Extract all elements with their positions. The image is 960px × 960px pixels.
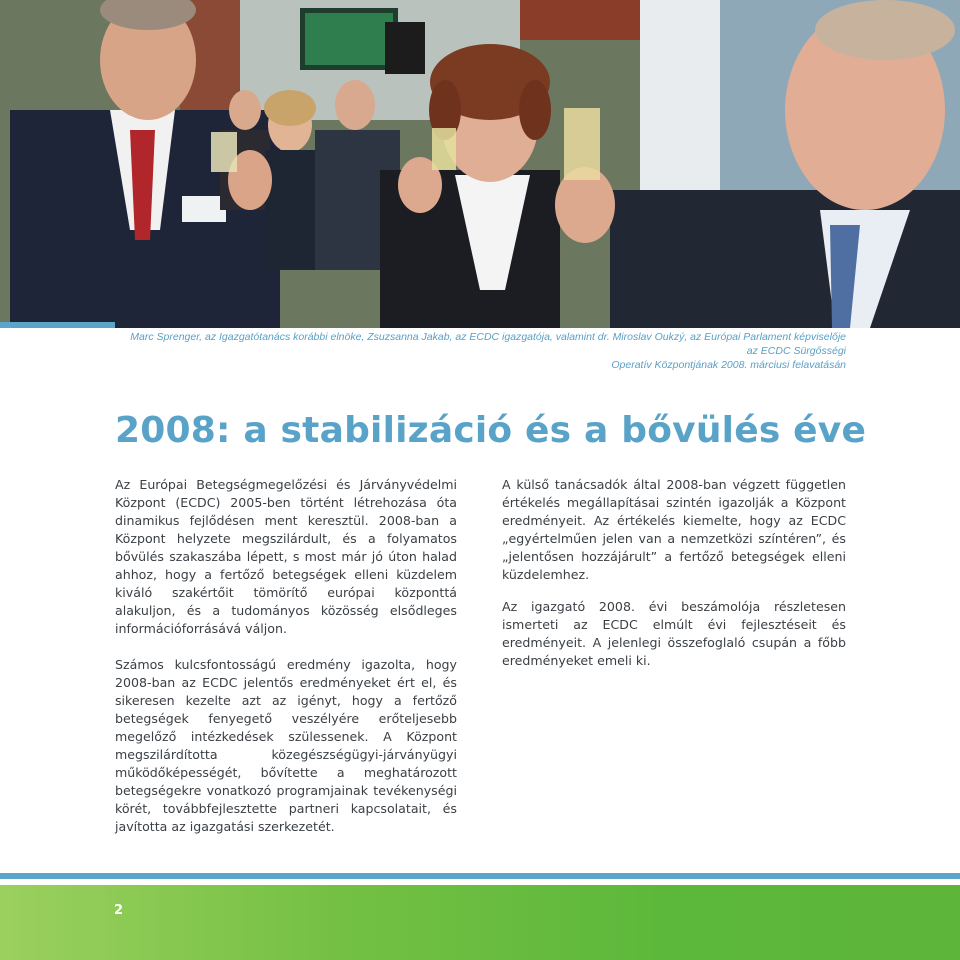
left-text-column: [115, 476, 457, 836]
right-text-column: [502, 476, 846, 670]
event-photo: [0, 0, 960, 328]
left-paragraph-1: Az Európai Betegségmegelőzési és Járványvédelmi Központ (ECDC) 2005-ben történt létrehozása óta dinamikus fejlődésen ment keresztül. 2008-ban a Központ helyzete megszilárdult, és a folyamatos bővülés szakaszába lépett, s most már jó úton halad ahhoz, hogy a fertőző betegségek elleni küzdelem kiváló szakértőit tömörítő európai központtá alakuljon, és a tudományos közösség elsődleges információforrásává váljon.: [115, 477, 457, 636]
photo-caption: [120, 330, 846, 372]
right-paragraph-2: Az igazgató 2008. évi beszámolója részletesen ismerteti az ECDC elmúlt évi fejlesztéseit és eredményeit. A jelenlegi összefoglaló csupán a főbb eredményeket emeli ki.: [502, 599, 846, 668]
caption-line-1: Marc Sprenger, az Igazgatótanács korábbi elnöke, Zsuzsanna Jakab, az ECDC igazgatója, valamint dr. Miroslav Oukzý, az Európai Parlament képviselője az ECDC Sürgősségi: [130, 331, 846, 357]
event-photo-illustration: [0, 0, 960, 328]
footer-band: [0, 885, 960, 960]
page-title: 2008: a stabilizáció és a bővülés éve: [115, 410, 867, 451]
caption-line-2: Operatív Központjának 2008. márciusi felavatásán: [611, 359, 846, 371]
right-paragraph-1: A külső tanácsadók által 2008-ban végzett független értékelés megállapításai szintén igazolják a Központ eredményeit. Az értékelés kiemelte, hogy az ECDC „egyértelműen jelen van a nemzetközi színtéren”, és „jelentősen hozzájárult” a fertőző betegségek elleni küzdelemhez.: [502, 477, 846, 582]
page-number: 2: [114, 903, 124, 918]
footer-rule: [0, 873, 960, 879]
photo-accent-strip: [0, 322, 115, 328]
left-paragraph-2: Számos kulcsfontosságú eredmény igazolta, hogy 2008-ban az ECDC jelentős eredményeket ért el, és sikeresen kezelte azt az igényt, hogy a fertőző betegségek fenyegető veszélyére erőteljesebb megelőző intézkedések szülessenek. A Központ megszilárdította közegészségügyi-járványügyi működőképességét, bővítette a meghatározott betegségekre vonatkozó programjainak tevékenységi körét, továbbfejlesztette partneri kapcsolatait, és javította az igazgatási szerkezetét.: [115, 657, 457, 834]
